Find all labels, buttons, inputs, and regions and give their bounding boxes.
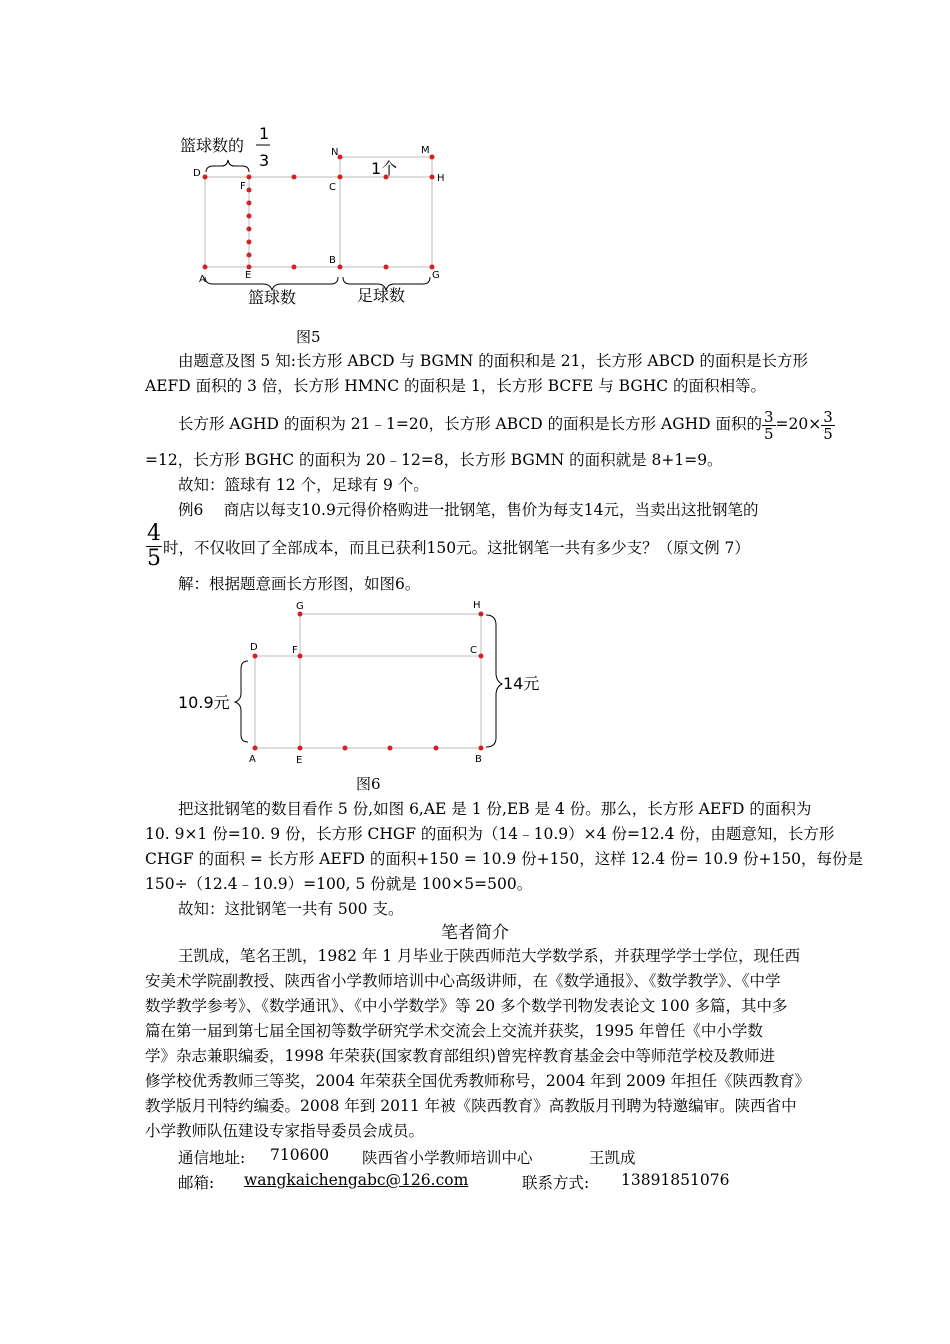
bio-line-8: 小学教师队伍建设专家指导委员会成员。: [145, 1122, 425, 1140]
fig5-football-label: 足球数: [357, 286, 406, 305]
fig5-caption: 图5: [296, 328, 321, 346]
fig5-point-E: E: [245, 270, 252, 281]
para4-line2: 10. 9×1 份=10. 9 份，长方形 CHGF 的面积为（14﹣10.9）×4 份=12.4 份，由题意知，长方形: [145, 825, 835, 843]
fig6-point-C: C: [470, 645, 477, 656]
fig6-point-B: B: [475, 754, 482, 765]
fig5-point-G: G: [432, 270, 440, 281]
fig6-point-A: A: [249, 754, 256, 765]
ex6-frac: [146, 522, 162, 571]
para2-frac1-den: 5: [763, 424, 774, 443]
ex6-line2: 时，不仅收回了全部成本，而且已获利150元。这批钢笔一共有多少支？（原文例 7）: [163, 539, 750, 557]
fig6-left-brace: [235, 661, 248, 742]
bio-line-2: 安美术学院副教授、陕西省小学教师培训中心高级讲师，在《数学通报》、《数学教学》、《中学: [145, 972, 781, 990]
contact-org: 陕西省小学教师培训中心: [362, 1149, 533, 1167]
fig6-point-E: E: [296, 755, 303, 766]
contact-address-label: 通信地址:: [178, 1149, 246, 1167]
para4-line3: CHGF 的面积 = 长方形 AEFD 的面积+150 = 10.9 份+150，这样 12.4 份= 10.9 份+150，每份是: [145, 850, 864, 868]
bio-title: 笔者简介: [441, 923, 509, 943]
para2-frac1-num: 3: [763, 407, 774, 426]
contact-postcode: 710600: [270, 1146, 330, 1164]
para2-frac2-num: 3: [823, 407, 833, 426]
fig5-point-C: C: [329, 182, 336, 193]
fig5-point-B: B: [329, 255, 336, 266]
para2-line2: =12，长方形 BGHC 的面积为 20﹣12=8，长方形 BGMN 的面积就是 8+1=9。: [145, 451, 723, 469]
figure-6: [0, 595, 950, 795]
para2-frac2: [821, 409, 835, 442]
fig5-point-M: M: [421, 145, 430, 156]
fig6-left-label: 10.9元: [178, 693, 230, 712]
bio-line-4: 篇在第一届到第七届全国初等数学研究学术交流会上交流并获奖，1995 年曾任《中小学数: [145, 1022, 763, 1040]
fig6-point-F: F: [292, 645, 298, 656]
para2-frac2-den: 5: [823, 424, 833, 443]
fig5-point-D: D: [193, 168, 201, 179]
bio-line-5: 学》杂志兼职编委，1998 年荣获(国家教育部组织)曾宪梓教育基金会中等师范学校及教师进: [145, 1047, 775, 1065]
fig6-point-D: D: [250, 642, 258, 653]
contact-name: 王凯成: [589, 1149, 636, 1167]
ex6-frac-num: 4: [147, 521, 161, 546]
bio-line-7: 教学版月刊特约编委。2008 年到 2011 年被《陕西教育》高教版月刊聘为特邀编审。陕西省中: [145, 1097, 797, 1115]
para1-line2: AEFD 面积的 3 倍，长方形 HMNC 的面积是 1，长方形 BCFE 与 BGHC 的面积相等。: [145, 377, 767, 395]
para2-frac1: [762, 409, 776, 442]
bio-line-6: 修学校优秀教师三等奖，2004 年荣获全国优秀教师称号，2004 年到 2009 年担任《陕西教育》: [145, 1072, 811, 1090]
para1-line1: 由题意及图 5 知:长方形 ABCD 与 BGMN 的面积和是 21，长方形 ABCD 的面积是长方形: [178, 352, 808, 370]
fig5-points: [203, 155, 435, 270]
fig6-points: [253, 612, 484, 751]
fig5-basketball-label: 篮球数: [248, 288, 297, 307]
para2-part1: 长方形 AGHD 的面积为 21﹣1=20，长方形 ABCD 的面积是长方形 AGHD 面积的: [178, 415, 762, 433]
fig5-frac-den: 3: [259, 151, 270, 170]
fig5-top-brace: [206, 160, 249, 172]
solution-intro: 解：根据题意画长方形图，如图6。: [178, 575, 421, 593]
para4-line4: 150÷（12.4﹣10.9）=100, 5 份就是 100×5=500。: [145, 875, 533, 893]
para2-part2: =20×: [775, 415, 822, 433]
contact-phone: 13891851076: [621, 1171, 730, 1189]
fig6-right-label: 14元: [503, 674, 540, 693]
bio-line-1: 王凯成，笔名王凯，1982 年 1 月毕业于陕西师范大学数学系，并获理学学士学位，现任西: [178, 947, 801, 965]
fig6-caption: 图6: [356, 775, 381, 793]
contact-email-link[interactable]: wangkaichengabc@126.com: [244, 1171, 469, 1189]
fig5-frac-num: 1: [259, 124, 270, 143]
fig5-point-A: A: [199, 274, 206, 285]
bio-line-3: 数学教学参考》、《数学通讯》、《中小学数学》等 20 多个数学刊物发表论文 100 多篇，其中多: [145, 997, 788, 1015]
para2-line1: [178, 402, 840, 446]
fig6-point-G: G: [296, 601, 304, 612]
fig5-point-F: F: [240, 181, 246, 192]
contact-phone-label: 联系方式:: [522, 1174, 590, 1192]
ex6-line1: 例6 商店以每支10.9元得价格购进一批钢笔，售价为每支14元，当卖出这批钢笔的: [178, 501, 759, 519]
fig5-one-label: 1个: [371, 159, 398, 178]
para5: 故知：这批钢笔一共有 500 支。: [178, 900, 404, 918]
fig5-point-H: H: [437, 173, 445, 184]
contact-email-label: 邮箱:: [178, 1174, 215, 1192]
para3: 故知：篮球有 12 个，足球有 9 个。: [178, 476, 429, 494]
ex6-frac-den: 5: [147, 546, 161, 571]
fig6-right-brace: [486, 615, 502, 747]
fig5-basketball-third-label: 篮球数的: [180, 136, 245, 155]
fig6-point-H: H: [473, 600, 481, 611]
figure-5: [0, 0, 950, 340]
para4-line1: 把这批钢笔的数目看作 5 份,如图 6,AE 是 1 份,EB 是 4 份。那么，长方形 AEFD 的面积为: [178, 800, 812, 818]
fig5-point-N: N: [331, 147, 339, 158]
